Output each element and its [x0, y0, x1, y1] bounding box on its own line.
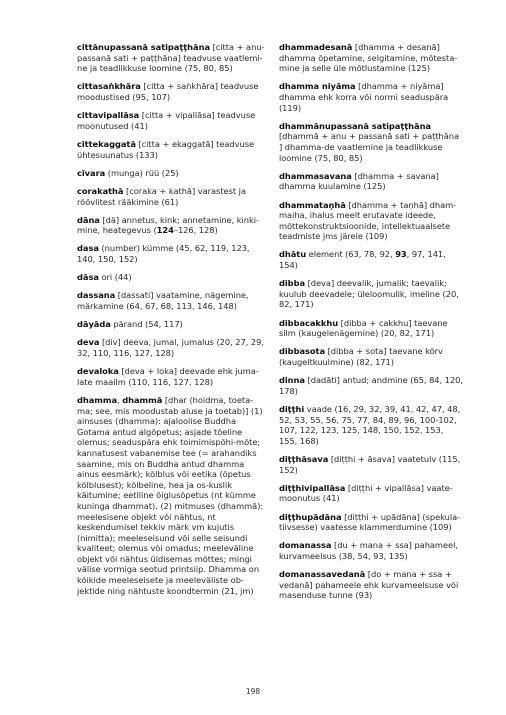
- definition: [dā] annetus, kink; annetamine, kinki-mine, heategevus (: [77, 214, 259, 236]
- definition: [dhamma + taṇhā] dham-maiha, ihalus meelt erutavate ideede, mõttekonstruktsioonide, intellektuaalsete teadmiste jms järele (109): [279, 199, 457, 242]
- definition: [diṭṭhi + upādāna] (spekula-tiivsesse) vaatesse klammerdumine (109): [279, 511, 461, 533]
- definition: ori (44): [98, 272, 132, 283]
- entry-dhatu: [279, 249, 463, 270]
- entry-domanassa: [279, 540, 463, 561]
- definition: [citta + saṅkhāra] teadvuse moodustised (95, 107): [77, 81, 259, 102]
- definition: [do + mana + ssa + vedanā] pahameele ehk kurvameelsuse või masenduse tunne (93): [279, 569, 459, 601]
- headword: diṭṭhi: [279, 403, 305, 414]
- headword: cīvara: [77, 167, 106, 178]
- entry-dinna: [279, 375, 463, 396]
- headword: dibbacakkhu: [279, 317, 339, 328]
- headword: cittavipallāsa: [77, 110, 140, 121]
- headword: devaloka: [77, 366, 119, 377]
- entry-ditthi: [279, 404, 463, 446]
- entry-devaloka: [77, 366, 265, 387]
- headword: domanassavedanā: [279, 569, 366, 580]
- entry-cittanupassana: [77, 42, 265, 74]
- definition: [dhamma + savana] dhamma kuulamine (125): [279, 170, 439, 192]
- definition-tail: –126, 128): [173, 225, 218, 236]
- entry-ditthupadana: [279, 512, 463, 533]
- headword: dhammadesanā: [279, 42, 353, 52]
- entry-dhamma: [77, 395, 265, 596]
- headword: diṭṭhāsava: [279, 453, 329, 464]
- headword: cittasaṅkhāra: [77, 81, 141, 92]
- entry-dana: [77, 215, 265, 236]
- headword: diṭṭhupādāna: [279, 511, 342, 522]
- entry-dasa: [77, 243, 265, 264]
- entry-domanassavedana: [279, 569, 463, 601]
- entry-deva: [77, 337, 265, 358]
- headword: dāyāda: [77, 319, 111, 330]
- entry-dasa-ori: [77, 272, 265, 283]
- separator: ,: [117, 394, 123, 405]
- headword: corakathā: [77, 185, 124, 196]
- definition: [dassati] vaatamine, nägemine, märkamine (64, 67, 68, 113, 146, 148): [77, 290, 249, 312]
- definition: (munga) rüü (25): [105, 167, 179, 178]
- definition: [dhammā + anu + passanā sati + paṭṭhāna ] dhamma-de vaatlemine ja teadlikkuse loomine (75, 80, 85): [279, 131, 459, 163]
- headword: dāsa: [77, 272, 99, 283]
- main-page-ref: 124: [156, 225, 174, 236]
- entry-dibba: [279, 278, 463, 310]
- definition: [du + mana + ssa] pahameel, kurvameelsus (38, 54, 93, 135): [279, 540, 458, 561]
- headword: dasa: [77, 243, 99, 254]
- main-page-ref: 93: [395, 249, 407, 260]
- headword: dhammānupassanā satipaṭṭhāna: [279, 120, 431, 131]
- definition: [deva] deevalik, jumalik; taevalik; kuulub deevadele; üleloomulik, imeline (20, 82, 171): [279, 278, 459, 310]
- definition: [deva + loka] deevade ehk juma-late maailm (110, 116, 127, 128): [77, 366, 259, 387]
- headword: dhamma: [77, 394, 118, 405]
- headword: domanassa: [279, 540, 332, 551]
- entry-dassana: [77, 290, 265, 311]
- left-column: [77, 42, 265, 604]
- page-number: 198: [245, 687, 261, 696]
- definition: (number) kümme (45, 62, 119, 123, 140, 150, 152): [77, 243, 250, 265]
- definition: [dibba + cakkhu] taevane silm (kaugelenägemine) (20, 82, 171): [279, 317, 448, 339]
- entry-cittasankhara: [77, 81, 265, 102]
- headword: dhātu: [279, 249, 307, 260]
- headword: dassana: [77, 290, 116, 301]
- definition: [citta + ekaggatā] teadvuse ühtesuunatus (133): [77, 138, 255, 160]
- definition: [dhamma + niyāma] dhamma ehk korra või normi seaduspära (119): [279, 81, 449, 113]
- entry-corakatha: [77, 186, 265, 207]
- definition-tail: , 97, 141, 154): [279, 249, 446, 271]
- definition: [dibba + sota] taevane kõrv (kaugeltkuulmine) (82, 171): [279, 346, 443, 367]
- definition: [dadāti] antud; andmine (65, 84, 120, 178): [279, 375, 463, 396]
- headword-plural: dhammā: [122, 394, 163, 405]
- entry-ditthasava: [279, 454, 463, 475]
- headword: deva: [77, 337, 100, 348]
- definition: pärand (54, 117): [110, 319, 183, 330]
- entry-dibbacakkhu: [279, 318, 463, 339]
- definition: [dhamma + desanā] dhamma õpetamine, selgitamine, mõtesta-mine ja selle üle mõtlustamine (125): [279, 42, 458, 74]
- entry-dhammanupassana: [279, 121, 463, 163]
- entry-dhamma-niyama: [279, 81, 463, 113]
- headword: dinna: [279, 375, 305, 386]
- definition: vaade (16, 29, 32, 39, 41, 42, 47, 48, 52, 53, 55, 56, 75, 77, 84, 89, 96, 100-102, 107, 122, 123, 125, 148, 150, 152, 153, 155, 168): [279, 403, 461, 446]
- headword: dibbasota: [279, 346, 326, 357]
- headword: dhamma niyāma: [279, 81, 356, 92]
- entry-dibbasota: [279, 346, 463, 367]
- headword: dibba: [279, 278, 306, 289]
- definition: [dhar (hoidma, toeta-ma; see, mis moodustab aluse ja toetab)] (1) ainsuses (dhamma): ajaloolise Buddha Gotama antud algõpetus; asjade tõeline olemus; seaduspära ehk toimimispõhi-mõte; kannatusest vabanemise tee (= arahandiks saamine, mis on Buddha antud dhamma ainus eesmärk); kõlblus või eetika (õpetus kõlblusest); kõlbeline, hea ja os-kuslik käitumine; eetiline õiglusõpetus (nt kümme kuninga dhammat). (2) mitmuses (dhammā): meelesisene objekt või nähtus, nt keskendumisel tekkiv märk vm kujutis (nimitta); meeleseisund või selle seisundi kvaliteet; olemus või omadus; meeleväline objekt või nähtus üldisemas mõttes; mingi välise vormiga seotud printsiip. Dhamma on kõikide meeleseisete ja meeleväliste ob-jektide ning nähtuste koondtermin (21, jm): [77, 394, 264, 596]
- entry-ditthivipallasa: [279, 483, 463, 504]
- headword: cittekaggatā: [77, 138, 136, 149]
- right-column: [279, 42, 463, 608]
- entry-dhammasavana: [279, 171, 463, 192]
- headword: cittānupassanā satipaṭṭhāna: [77, 42, 210, 52]
- definition: [citta + vipallāsa] teadvuse moonutused (41): [77, 110, 256, 131]
- definition: [coraka + kathā] varastest ja röövlitest rääkimine (61): [77, 185, 246, 207]
- definition: [div] deeva, jumal, jumalus (20, 27, 29, 32, 110, 116, 127, 128): [77, 337, 264, 358]
- entry-dhammatanha: [279, 200, 463, 242]
- entry-dhammadesana: [279, 42, 463, 74]
- headword: dhammataṇhā: [279, 199, 346, 210]
- headword: dhammasavana: [279, 170, 352, 181]
- definition: [diṭṭhi + vipallāsa] vaate-moonutus (41): [279, 482, 453, 504]
- entry-cittavipallasa: [77, 110, 265, 131]
- headword: diṭṭhivipallāsa: [279, 482, 346, 493]
- headword: dāna: [77, 214, 100, 225]
- definition: [citta + anu-passanā sati + paṭṭhāna] teadvuse vaatlemi-ne ja teadlikkuse loomine (75, 80, 85): [77, 42, 265, 74]
- entry-dayada: [77, 319, 265, 330]
- definition: element (63, 78, 92,: [306, 249, 396, 260]
- entry-civara: [77, 168, 265, 179]
- entry-cittekaggata: [77, 139, 265, 160]
- definition: [diṭṭhi + āsava] vaatetulv (115, 152): [279, 453, 461, 475]
